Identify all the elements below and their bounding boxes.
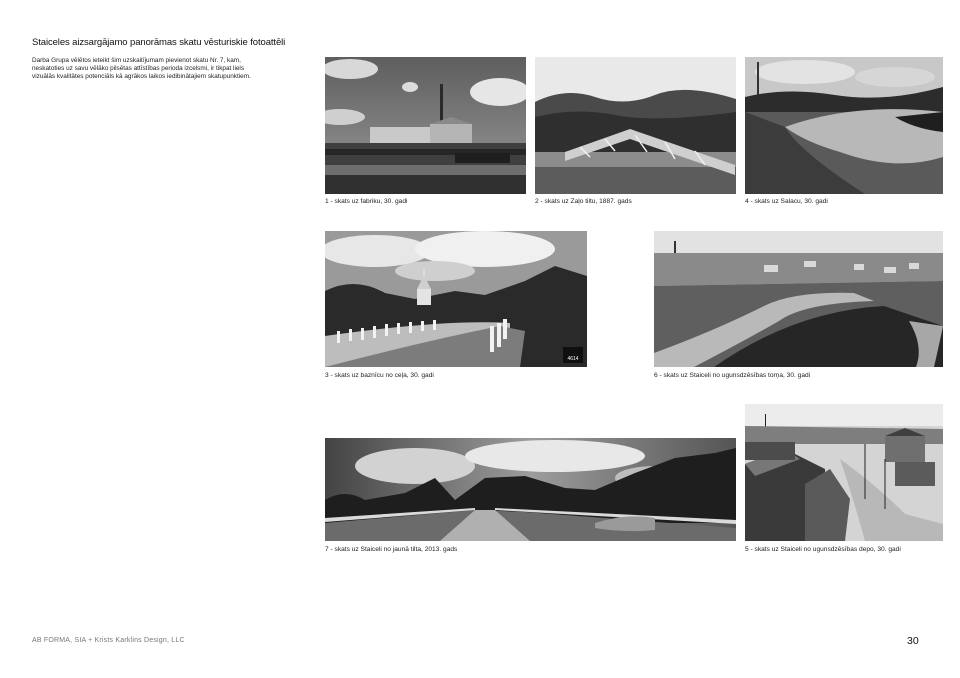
page-title: Staiceles aizsargājamo panorāmas skatu vēsturiskie fotoattēli [32, 37, 286, 48]
photo-stamp-label: 4614 [567, 356, 579, 362]
photo-factory [325, 57, 526, 194]
photo-caption: 3 - skats uz baznīcu no ceļa, 30. gadi [325, 372, 434, 379]
photo-caption: 7 - skats uz Staiceli no jaunā tilta, 2013. gads [325, 546, 458, 553]
photo-view-from-new-bridge [325, 438, 736, 541]
footer-credits: AB FORMA, SIA + Krists Karklins Design, LLC [32, 637, 185, 644]
photo-caption: 6 - skats uz Staiceli no ugunsdzēsības torņa, 30. gadi [654, 372, 811, 379]
photo-caption: 1 - skats uz fabriku, 30. gadi [325, 198, 408, 205]
photo-salaca-river [745, 57, 943, 194]
photo-green-bridge [535, 57, 736, 194]
intro-paragraph: Darba Grupa vēlētos ieteikt šim uzskaitījumam pievienot skatu Nr. 7, kam, neskatoties uz savu vēlāko pilsētas attīstības perioda izcelsmi, ir tikpat liels vizuālās kvalitātes potenciāls kā agrākos laikos iedibinātajiem skatupunktiem. [32, 57, 251, 81]
photo-caption: 5 - skats uz Staiceli no ugunsdzēsības depo, 30. gadi [745, 546, 901, 553]
photo-caption: 4 - skats uz Salacu, 30. gadi [745, 198, 828, 205]
photo-caption: 2 - skats uz Zaļo tiltu, 1887. gads [535, 198, 632, 205]
page-number: 30 [907, 635, 919, 647]
photo-view-from-fire-depot [745, 404, 943, 541]
photo-church-from-road [325, 231, 587, 367]
photo-view-from-fire-tower [654, 231, 943, 367]
